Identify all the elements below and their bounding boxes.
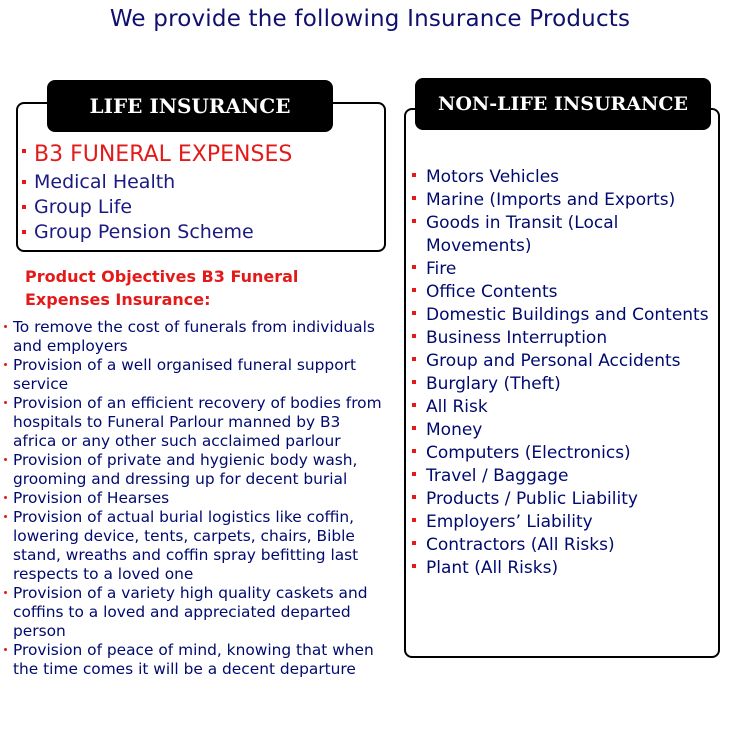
life-item-label: Group Pension Scheme [34,221,254,243]
objective-item [2,489,387,508]
non-life-item-label: Computers (Electronics) [426,443,631,463]
bullet-square-icon [22,149,26,153]
objective-item [2,451,387,489]
non-life-insurance-list [412,166,712,580]
objective-text: To remove the cost of funerals from individuals and employers [13,318,375,355]
page-title: We provide the following Insurance Products [109,6,631,32]
non-life-item-label: Money [426,420,483,440]
life-item-funeral-expenses [22,140,292,170]
bullet-square-icon [412,288,416,292]
non-life-item [412,419,712,442]
life-item-label: Medical Health [34,171,176,193]
life-item-label: B3 FUNERAL EXPENSES [34,142,293,167]
non-life-item [412,442,712,465]
objectives-list [2,318,387,679]
objective-text: Provision of an efficient recovery of bodies from hospitals to Funeral Parlour manned by B3 africa or any other such acclaimed parlour [13,394,382,450]
non-life-item [412,166,712,189]
life-item-group-pension [22,220,292,245]
objective-item [2,356,387,394]
bullet-dot-icon [4,496,7,499]
bullet-dot-icon [4,648,7,651]
non-life-item-label: Employers’ Liability [426,512,593,532]
bullet-dot-icon [4,458,7,461]
objective-item [2,394,387,451]
bullet-dot-icon [4,363,7,366]
objective-item [2,641,387,679]
non-life-item [412,350,712,373]
non-life-item-label: Travel / Baggage [426,466,569,486]
bullet-dot-icon [4,591,7,594]
objective-text: Provision of a variety high quality caskets and coffins to a loved and appreciated departed person [13,584,368,640]
non-life-item-label: Group and Personal Accidents [426,351,681,371]
non-life-item-label: Plant (All Risks) [426,558,559,578]
bullet-square-icon [412,380,416,384]
bullet-square-icon [412,426,416,430]
bullet-square-icon [22,180,26,184]
non-life-item [412,281,712,304]
bullet-square-icon [412,449,416,453]
non-life-item-label: Domestic Buildings and Contents [426,305,709,325]
non-life-item-label: Goods in Transit (Local Movements) [426,213,619,256]
non-life-insurance-header: NON-LIFE INSURANCE [415,78,711,130]
bullet-square-icon [412,564,416,568]
non-life-item [412,189,712,212]
bullet-square-icon [412,265,416,269]
bullet-square-icon [412,518,416,522]
non-life-item [412,557,712,580]
bullet-square-icon [412,219,416,223]
objectives-heading: Product Objectives B3 Funeral Expenses Insurance: [25,267,299,309]
bullet-square-icon [412,357,416,361]
non-life-item [412,327,712,350]
non-life-item-label: Business Interruption [426,328,608,348]
bullet-square-icon [412,472,416,476]
life-item-label: Group Life [34,196,133,218]
bullet-square-icon [412,334,416,338]
objective-item [2,508,387,584]
non-life-item [412,465,712,488]
non-life-item [412,534,712,557]
bullet-square-icon [412,495,416,499]
bullet-dot-icon [4,515,7,518]
non-life-item-label: All Risk [426,397,488,417]
non-life-item-label: Office Contents [426,282,558,302]
bullet-dot-icon [4,325,7,328]
bullet-square-icon [412,403,416,407]
non-life-item-label: Burglary (Theft) [426,374,561,394]
non-life-item [412,396,712,419]
bullet-square-icon [22,230,26,234]
non-life-item-label: Fire [426,259,457,279]
life-item-group-life [22,195,292,220]
non-life-item-label: Motors Vehicles [426,167,560,187]
non-life-item [412,258,712,281]
non-life-item [412,373,712,396]
non-life-item [412,488,712,511]
bullet-square-icon [22,205,26,209]
objective-item [2,318,387,356]
bullet-square-icon [412,196,416,200]
life-item-medical-health [22,170,292,195]
bullet-dot-icon [4,401,7,404]
bullet-square-icon [412,541,416,545]
objective-item [2,584,387,641]
non-life-item [412,212,712,258]
objective-text: Provision of actual burial logistics like coffin, lowering device, tents, carpets, chairs, Bible stand, wreaths and coffin spray befitting last respects to a loved one [13,508,359,583]
objective-text: Provision of peace of mind, knowing that when the time comes it will be a decent departure [13,641,374,678]
bullet-square-icon [412,311,416,315]
non-life-item [412,304,712,327]
life-insurance-header: LIFE INSURANCE [47,80,333,132]
non-life-item-label: Products / Public Liability [426,489,638,509]
non-life-item-label: Marine (Imports and Exports) [426,190,676,210]
objective-text: Provision of a well organised funeral support service [13,356,356,393]
objective-text: Provision of Hearses [13,489,170,507]
objective-text: Provision of private and hygienic body wash, grooming and dressing up for decent burial [13,451,358,488]
non-life-item [412,511,712,534]
life-insurance-list [22,140,292,245]
bullet-square-icon [412,173,416,177]
non-life-item-label: Contractors (All Risks) [426,535,615,555]
